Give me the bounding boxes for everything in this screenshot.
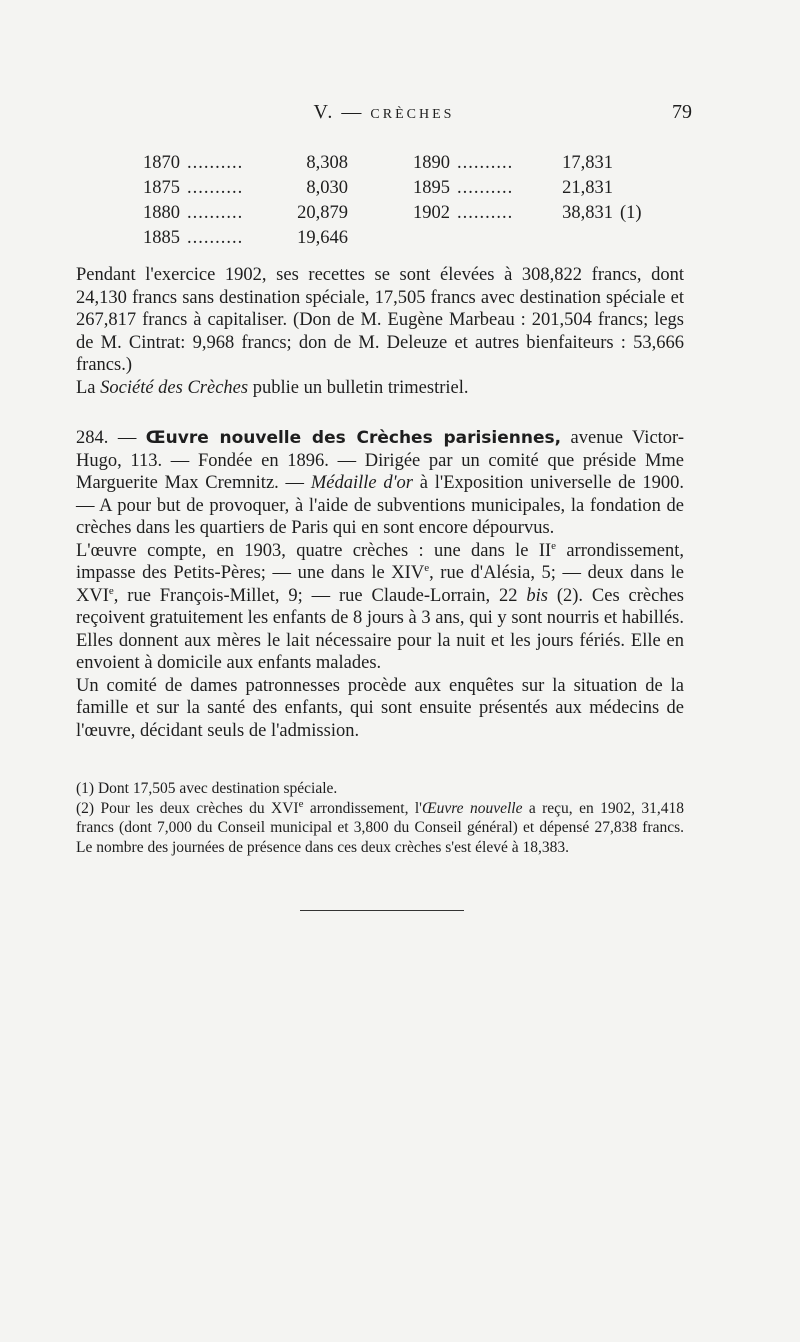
body-text xyxy=(76,264,684,399)
year-cell: 1902 xyxy=(413,203,450,223)
end-rule xyxy=(300,910,464,911)
section-number: V. xyxy=(313,101,335,123)
paragraph-entry-284 xyxy=(76,427,684,540)
running-head xyxy=(76,101,692,131)
leader-dots: .......... xyxy=(457,203,514,223)
text-span: arrondissement, impasse des Petits-Pères; — une dans le XIV xyxy=(76,540,684,583)
amount-cell: 21,831 xyxy=(562,178,613,198)
text-span: avenue Victor-Hugo, 113. — Fondée en 1896. — Dirigée par un comité que préside Mme Marguerite Max Cremnitz. — xyxy=(76,428,684,493)
footnote-2 xyxy=(76,799,684,858)
year-cell: 1870 xyxy=(143,153,180,173)
amount-cell: 8,308 xyxy=(306,153,348,173)
leader-dots: .......... xyxy=(187,178,244,198)
page-number: 79 xyxy=(672,101,692,123)
table-row xyxy=(143,151,663,176)
text-span: , rue d'Alésia, 5; — deux dans le XVI xyxy=(76,563,684,606)
text-span: (2) Pour les deux crèches du XVI xyxy=(76,799,299,817)
text-span: (2). Ces crèches reçoivent gratuitement les enfants de 8 jours à 3 ans, qui y sont nourris et habillés. Elles donnent aux mères le lait nécessaire pour la nuit et les jours fériés. Elle en envoient à domicile aux enfants malades. xyxy=(76,585,684,673)
superscript: e xyxy=(298,797,304,810)
paragraph-committee: Un comité de dames patronnesses procède aux enquêtes sur la situation de la famille et sur la santé des enfants, qui sont ensuite présentés aux médecins de l'œuvre, décidant seuls de l'admission. xyxy=(76,675,684,741)
society-name: Société des Crèches xyxy=(100,377,249,398)
work-name: Œuvre nouvelle xyxy=(421,799,523,817)
bis-text: bis xyxy=(526,585,548,606)
amount-cell: 19,646 xyxy=(297,228,348,248)
year-cell: 1885 xyxy=(143,228,180,248)
footnote-1: (1) Dont 17,505 avec destination spéciale. xyxy=(76,780,338,797)
entry-number: 284. — xyxy=(76,428,146,448)
receipts-table xyxy=(143,151,663,251)
entry-284 xyxy=(76,427,684,742)
leader-dots: .......... xyxy=(187,203,244,223)
chapter-title: CRÈCHES xyxy=(370,107,455,122)
text-span: a reçu, en 1902, 31,418 francs (dont 7,000 du Conseil municipal et 3,800 du Conseil général) et dépensé 27,838 francs. Le nombre des journées de présence dans ces deux crèches s'est élevé à 18,383. xyxy=(76,799,684,856)
leader-dots: .......... xyxy=(187,153,244,173)
text-span: publie un bulletin trimestriel. xyxy=(248,377,469,398)
heading-separator: — xyxy=(341,101,364,123)
year-cell: 1890 xyxy=(413,153,450,173)
year-cell: 1875 xyxy=(143,178,180,198)
leader-dots: .......... xyxy=(187,228,244,248)
superscript: e xyxy=(108,584,114,597)
medal-text: Médaille d'or xyxy=(310,473,414,493)
table-row xyxy=(143,226,663,251)
chapter-heading xyxy=(76,101,692,124)
superscript: e xyxy=(551,539,557,552)
amount-cell: 20,879 xyxy=(297,203,348,223)
entry-title: Œuvre nouvelle des Crèches parisiennes, xyxy=(145,428,562,448)
text-span: La xyxy=(76,377,101,398)
table-row xyxy=(143,176,663,201)
amount-cell: 8,030 xyxy=(306,178,348,198)
footnote-ref: (1) xyxy=(620,203,642,223)
year-cell: 1895 xyxy=(413,178,450,198)
year-cell: 1880 xyxy=(143,203,180,223)
leader-dots: .......... xyxy=(457,153,514,173)
text-span: à l'Exposition universelle de 1900. — A pour but de provoquer, à l'aide de subventions municipales, la fondation de crèches dans les quartiers de Paris qui en sont encore dépourvus. xyxy=(76,473,684,538)
text-span: L'œuvre compte, en 1903, quatre crèches : une dans le II xyxy=(76,540,552,561)
table-row xyxy=(143,201,663,226)
leader-dots: .......... xyxy=(457,178,514,198)
paragraph-bulletin xyxy=(76,377,684,400)
text-span: , rue François-Millet, 9; — rue Claude-Lorrain, 22 xyxy=(113,585,527,606)
paragraph-creches xyxy=(76,540,684,675)
footnotes xyxy=(76,779,684,857)
amount-cell: 38,831 xyxy=(562,203,613,223)
text-span: arrondissement, l' xyxy=(303,799,422,817)
paragraph-receipts: Pendant l'exercice 1902, ses recettes se sont élevées à 308,822 francs, dont 24,130 francs sans destination spéciale, 17,505 francs avec destination spéciale et 267,817 francs à capitaliser. (Don de M. Eugène Marbeau : 201,504 francs; legs de M. Cintrat: 9,968 francs; don de M. Deleuze et autres bienfaiteurs : 53,666 francs.) xyxy=(76,265,684,375)
superscript: e xyxy=(424,561,430,574)
amount-cell: 17,831 xyxy=(562,153,613,173)
